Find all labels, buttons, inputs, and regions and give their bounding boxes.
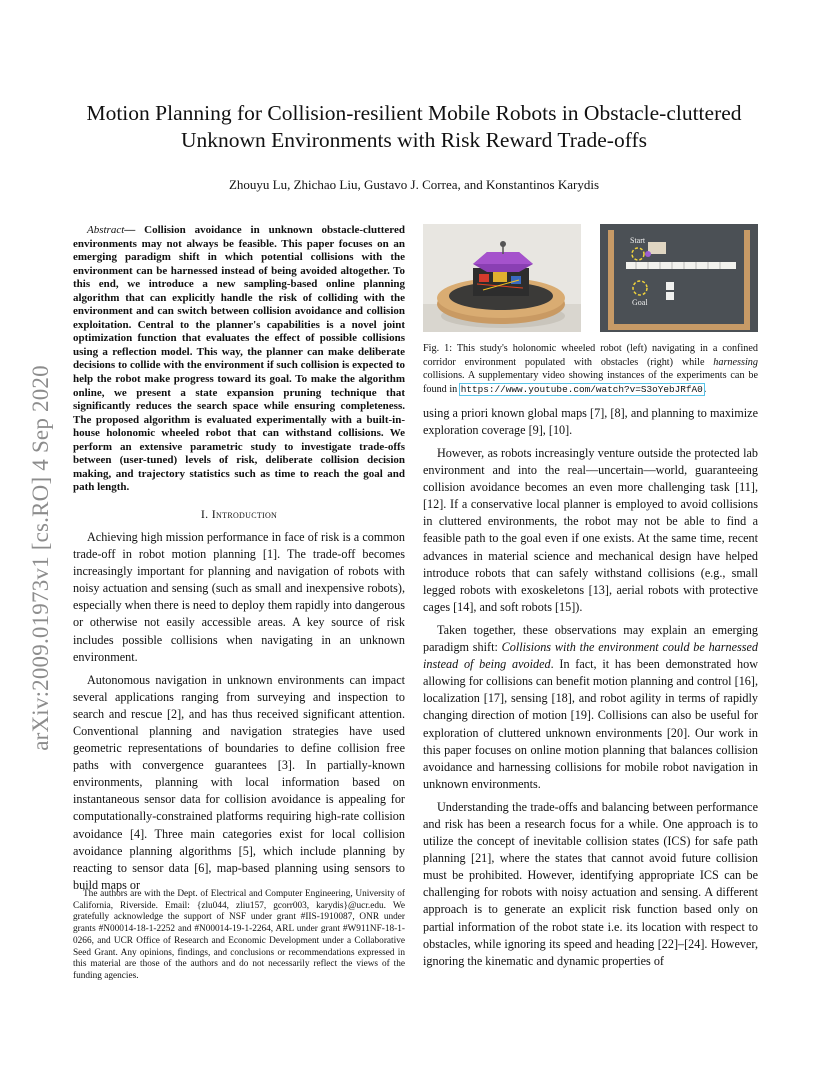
right-column [423,224,758,976]
title-line-2: Unknown Environments with Risk Reward Trade-offs [180,128,647,152]
caption-text-2: collisions. A supplementary video showing instances of the experiments can be found in [423,370,758,396]
caption-end: . [703,384,707,396]
p3-text-b: . In fact, it has been demonstrated how allowing for collisions can benefit motion planning and control [16], localization [17], sensing [18], and robot agility in terms of rapidly changing direction of motion [19]. Collisions can also be useful for exploration of cluttered unknown environments [20]. Our work in this paper focuses on online motion planning that balances collision avoidance and harnessing collisions for mobile robot navigation in unknown environments. [423,657,759,791]
corridor-environment-illustration [600,224,758,332]
footnote-text: The authors are with the Dept. of Electrical and Computer Engineering, University of California, Riverside. Email: {zlu044, zliu157, gcorr003, karydis}@ucr.edu. We gratefully acknowledge the support of NSF under grant #IIS-1910087, ONR under grants #N00014-18-1-2252 and #N00014-19-1-2264, ARL under grant #W911NF-18-1-0266, and UCR Office of Research and Economic Development under a Collaborative Seed Grant. Any opinions, findings, and conclusions or recommendations expressed in this material are those of the authors and do not necessarily reflect the views of the funding agencies. [73,889,405,981]
right-paragraph-4: Understanding the trade-offs and balancing between performance and risk has been a research focus for a while. One approach is to utilize the concept of inevitable collision states (ICS) for safe path planning [21], where the states that cannot avoid future collision must be prohibited. However, identifying appropriate ICS can be challenging for robots with noisy actuation and sensing. A different approach is to generate an explicit risk function based only on partial information of the robot state i.e. its location with respect to obstacles, while ignoring its speed and heading [22]–[24]. However, ignoring the kinematic and dynamic properties of [423,799,758,968]
abstract-label: Abstract [87,224,125,236]
section-number: I. [200,506,212,521]
right-paragraph-3 [423,622,758,793]
right-paragraph-2: However, as robots increasingly venture outside the protected lab environment and into the real—uncertain—world, guaranteeing collision avoidance becomes an even more challenging task [11], [12]. If a conservative local planner is employed to avoid collisions in cluttered environments, the robot may not be able to find a feasible path to the goal even if one exists. At the same time, recent advances in material science and mechanical design have helped introduce robots that can safely withstand collisions (e.g., small legged robots with exoskeletons [13], aerial robots with protective cages [14], and soft robots [15]). [423,446,758,614]
arxiv-identifier-stamp: arXiv:2009.01973v1 [cs.RO] 4 Sep 2020 [28,365,53,751]
caption-text-1: Fig. 1: This study's holonomic wheeled robot (left) navigating in a confined corridor environment populated with obstacles (right) while [423,343,758,368]
p3-text-a: Taken together, these observations may explain an emerging paradigm shift: [423,622,758,655]
abstract [73,224,405,495]
title-line-1: Motion Planning for Collision-resilient Mobile Robots in Obstacle-cluttered [86,101,742,125]
paper-title [60,100,768,154]
p3-emphasis: Collisions with the environment could be harnessed instead of being avoided [423,640,758,672]
figure-caption [423,342,758,397]
right-paragraph-1: using a priori known global maps [7], [8], and planning to maximize exploration coverage [9], [10]. [423,405,758,437]
section-heading-introduction [73,507,405,522]
intro-paragraph-1: Achieving high mission performance in face of risk is a common trade-off in robot motion planning [1]. The trade-off becomes increasingly important for planning and navigation of robots with noisy actuation and sensing (such as small and inexpensive robots), especially when there is need to deploy them rapidly into dangerous or otherwise not easily accessible areas. A key source of risk includes possible collisions when navigating in an unknown environment. [73,529,405,664]
abstract-text: — Collision avoidance in unknown obstacle-cluttered environments may not always be feasible. This paper focuses on an emerging paradigm shift in which potential collisions with the environment can be harnessed instead of being avoided altogether. To this end, we introduce a new sampling-based online planning algorithm that can explicitly handle the risk of colliding with the environment and can switch between collision avoidance and collision exploitation. Central to the planner's capabilities is a novel joint optimization function that evaluates the effect of possible collisions using a reflection model. This way, the planner can make deliberate decisions to collide with the environment if such collision is expected to help the robot make progress toward its goal. To make the algorithm online, we present a state expansion pruning technique that significantly reduces the search space while ensuring completeness. The proposed algorithm is evaluated experimentally with a built-in-house holonomic wheeled robot that can withstand collisions. We perform an extensive parametric study to investigate trade-offs between (user-tuned) levels of risk, deliberate collision decision making, and trajectory statistics such as time to reach the goal and path length. [73,224,405,494]
holonomic-robot-illustration [423,224,581,332]
author-footnote [73,889,405,983]
intro-paragraph-2: Autonomous navigation in unknown environments can impact several applications ranging from surveying and inspection to search and rescue [2], and has thus received significant attention. Conventional planning and navigation strategies have used geometric representations of boundaries to define collision free paths with convergence guarantees [3]. In partially-known environments, planning with local information based on instantaneous sensor data for collision avoidance is appealing for computationally-constrained platforms requiring high-rate collision avoidance [4]. Three main categories exist for local collision avoidance planning algorithms [5], which include planning by reacting to sensor data [6], map-based planning using sensors to build maps or [73,672,405,892]
left-column [73,224,405,900]
environment-photo [600,224,758,332]
caption-emphasis: harnessing [713,356,758,368]
section-title: Introduction [211,506,278,521]
author-list: Zhouyu Lu, Zhichao Liu, Gustavo J. Correa, and Konstantinos Karydis [228,177,600,192]
goal-label: Goal [632,298,648,307]
start-label: Start [630,236,646,245]
robot-photo [423,224,581,332]
figure-1 [423,224,758,332]
video-link[interactable]: https://www.youtube.com/watch?v=S3oYebJRfA0 [460,384,703,396]
